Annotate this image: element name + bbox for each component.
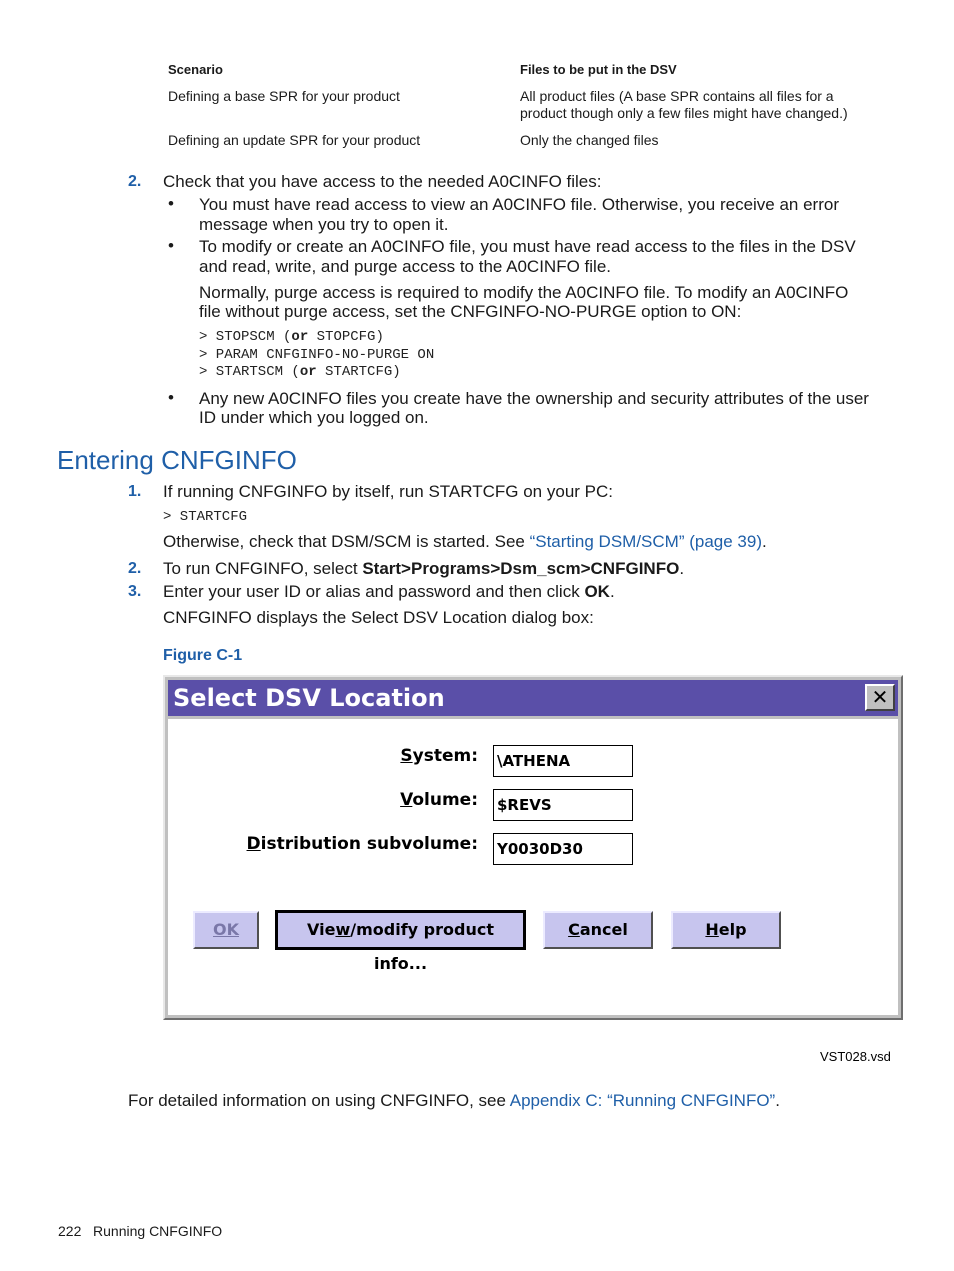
table-cell-files: Only the changed files	[520, 132, 659, 148]
bullet-text: You must have read access to view an A0CINFO file. Otherwise, you receive an error	[199, 195, 839, 214]
cancel-button[interactable]: Cancel	[543, 911, 653, 949]
bullet-icon: •	[168, 236, 174, 255]
table-header-files: Files to be put in the DSV	[520, 62, 677, 77]
bullet-text: and read, write, and purge access to the A0CINFO file.	[199, 257, 611, 276]
table-header-scenario: Scenario	[168, 62, 223, 77]
page-footer	[58, 1223, 222, 1239]
step-text: Check that you have access to the needed A0CINFO files:	[163, 172, 602, 191]
volume-field[interactable]: $REVS	[493, 789, 633, 821]
figure-file-tag: VST028.vsd	[820, 1049, 891, 1064]
code-line: > STOPSCM (or STOPCFG)	[199, 329, 384, 345]
step-text: Enter your user ID or alias and password and then click OK.	[163, 582, 615, 601]
table-cell-files: product though only a few files might have changed.)	[520, 105, 848, 121]
code-line: > STARTSCM (or STARTCFG)	[199, 364, 401, 380]
table-cell-scenario: Defining a base SPR for your product	[168, 88, 400, 104]
starting-dsm-link[interactable]: “Starting DSM/SCM” (page 39)	[529, 532, 762, 551]
paragraph: file without purge access, set the CNFGINFO-NO-PURGE option to ON:	[199, 302, 742, 321]
section-heading: Entering CNFGINFO	[57, 445, 297, 475]
paragraph: CNFGINFO displays the Select DSV Location dialog box:	[163, 608, 594, 627]
step-text: To run CNFGINFO, select Start>Programs>Dsm_scm>CNFGINFO.	[163, 559, 685, 578]
view-modify-product-info-button[interactable]: View/modify product info...	[276, 911, 525, 949]
help-button[interactable]: Help	[671, 911, 781, 949]
figure-label: Figure C-1	[163, 647, 243, 664]
bullet-text: ID under which you logged on.	[199, 408, 429, 427]
system-label: System:	[400, 746, 478, 766]
step-number: 3.	[128, 583, 142, 600]
dialog-client-area	[168, 719, 898, 1015]
dialog-titlebar	[168, 680, 898, 716]
paragraph: Otherwise, check that DSM/SCM is started. See “Starting DSM/SCM” (page 39).	[163, 532, 767, 551]
step-number: 2.	[128, 560, 142, 577]
code-line: > PARAM CNFGINFO-NO-PURGE ON	[199, 347, 435, 363]
bullet-icon: •	[168, 194, 174, 213]
table-cell-files: All product files (A base SPR contains all files for a	[520, 88, 834, 104]
code-line: > STARTCFG	[163, 509, 248, 525]
bullet-text: Any new A0CINFO files you create have the ownership and security attributes of the user	[199, 389, 869, 408]
system-field[interactable]: \ATHENA	[493, 745, 633, 777]
dialog-title: Select DSV Location	[173, 684, 445, 712]
bullet-icon: •	[168, 388, 174, 407]
chapter-title: Running CNFGINFO	[93, 1223, 223, 1239]
step-number: 2.	[128, 173, 142, 190]
distribution-subvolume-label: Distribution subvolume:	[246, 834, 478, 854]
step-text: If running CNFGINFO by itself, run STARTCFG on your PC:	[163, 482, 613, 501]
select-dsv-location-dialog	[163, 675, 903, 1020]
bullet-text: To modify or create an A0CINFO file, you must have read access to the files in the DSV	[199, 237, 856, 256]
closing-paragraph: For detailed information on using CNFGINFO, see Appendix C: “Running CNFGINFO”.	[128, 1091, 780, 1110]
volume-label: Volume:	[400, 790, 478, 810]
step-number: 1.	[128, 483, 142, 500]
paragraph: Normally, purge access is required to modify the A0CINFO file. To modify an A0CINFO	[199, 283, 849, 302]
table-cell-scenario: Defining an update SPR for your product	[168, 132, 421, 148]
distribution-subvolume-field[interactable]: Y0030D30	[493, 833, 633, 865]
page-number: 222	[58, 1223, 82, 1239]
ok-button[interactable]: OK	[193, 911, 259, 949]
appendix-c-link[interactable]: Appendix C: “Running CNFGINFO”	[509, 1091, 776, 1110]
close-icon[interactable]: ✕	[865, 684, 895, 711]
bullet-text: message when you try to open it.	[199, 215, 449, 234]
